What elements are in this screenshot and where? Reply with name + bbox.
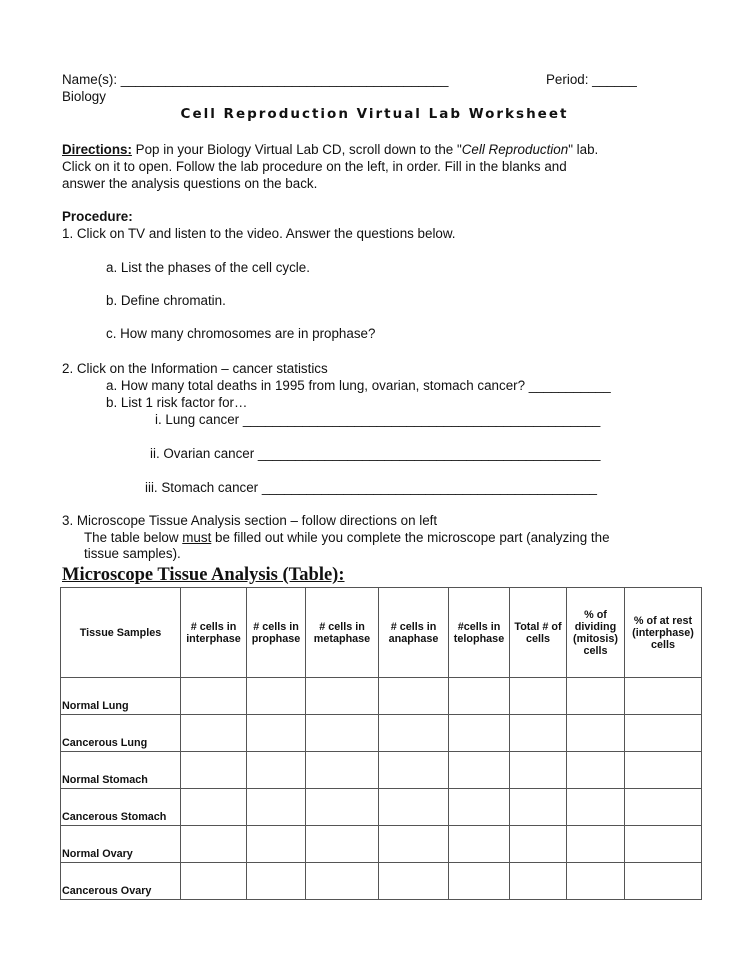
table-cell[interactable] [510,752,567,789]
table-cell[interactable] [379,789,449,826]
table-cell[interactable] [379,863,449,900]
tissue-analysis-table [60,587,702,900]
directions-line-3: answer the analysis questions on the back. [62,176,318,191]
table-heading: Microscope Tissue Analysis (Table): [62,565,345,585]
step-2a: a. How many total deaths in 1995 from lung, ovarian, stomach cancer? ___________ [106,378,611,393]
worksheet-title: Cell Reproduction Virtual Lab Worksheet [180,106,569,122]
table-cell[interactable] [625,752,702,789]
table-cell[interactable] [567,752,625,789]
header-prophase: # cells in prophase [247,588,306,678]
step-1b: b. Define chromatin. [106,293,226,308]
header-metaphase: # cells in metaphase [306,588,379,678]
table-cell[interactable] [247,863,306,900]
row-label-cancerous-stomach: Cancerous Stomach [61,789,181,826]
lab-name: Cell Reproduction [461,142,569,157]
table-cell[interactable] [181,863,247,900]
table-row [61,789,702,826]
directions-text-1-end: " lab. [568,142,599,157]
table-row [61,826,702,863]
row-label-cancerous-ovary: Cancerous Ovary [61,863,181,900]
table-cell[interactable] [306,752,379,789]
directions-label: Directions: [62,142,132,157]
table-cell[interactable] [449,826,510,863]
table-row [61,863,702,900]
step-3-line-3: tissue samples). [84,546,181,561]
table-cell[interactable] [625,715,702,752]
period-field-label: Period: ______ [546,72,637,87]
table-cell[interactable] [625,678,702,715]
table-cell[interactable] [510,789,567,826]
table-cell[interactable] [306,826,379,863]
step-2b: b. List 1 risk factor for… [106,395,248,410]
table-cell[interactable] [247,715,306,752]
procedure-label: Procedure: [62,209,133,224]
table-cell[interactable] [625,863,702,900]
table-cell[interactable] [510,826,567,863]
step-1: 1. Click on TV and listen to the video. Answer the questions below. [62,226,456,241]
table-cell[interactable] [247,678,306,715]
step-3: 3. Microscope Tissue Analysis section – follow directions on left [62,513,438,528]
step-1c: c. How many chromosomes are in prophase? [106,326,376,341]
table-cell[interactable] [247,826,306,863]
table-cell[interactable] [449,715,510,752]
table-cell[interactable] [247,789,306,826]
table-cell[interactable] [449,678,510,715]
table-cell[interactable] [625,826,702,863]
table-cell[interactable] [510,678,567,715]
table-cell[interactable] [247,752,306,789]
table-cell[interactable] [306,863,379,900]
table-cell[interactable] [449,752,510,789]
directions-line-1 [62,142,598,158]
table-cell[interactable] [567,715,625,752]
header-at-rest-percent: % of at rest (interphase) cells [625,588,702,678]
table-cell[interactable] [306,678,379,715]
step-2: 2. Click on the Information – cancer statistics [62,361,328,376]
table-cell[interactable] [567,678,625,715]
table-cell[interactable] [306,789,379,826]
step-3-line-2 [84,530,610,546]
step-3-text: The table below [84,530,183,545]
table-cell[interactable] [379,715,449,752]
header-interphase: # cells in interphase [181,588,247,678]
header-anaphase: # cells in anaphase [379,588,449,678]
step-1a: a. List the phases of the cell cycle. [106,260,310,275]
table-cell[interactable] [379,826,449,863]
table-cell[interactable] [379,678,449,715]
table-row [61,715,702,752]
table-row [61,752,702,789]
table-cell[interactable] [181,789,247,826]
subject-label: Biology [62,89,106,104]
names-field-label: Name(s): ____________________________________________ [62,72,449,87]
table-cell[interactable] [567,863,625,900]
header-tissue-samples: Tissue Samples [61,588,181,678]
table-cell[interactable] [181,752,247,789]
directions-line-2: Click on it to open. Follow the lab procedure on the left, in order. Fill in the blanks and [62,159,567,174]
step-3-must: must [182,530,212,545]
table-cell[interactable] [181,678,247,715]
step-2b-i: i. Lung cancer ________________________________________________ [155,412,601,427]
row-label-normal-ovary: Normal Ovary [61,826,181,863]
table-cell[interactable] [510,863,567,900]
table-cell[interactable] [510,715,567,752]
table-cell[interactable] [449,789,510,826]
row-label-normal-stomach: Normal Stomach [61,752,181,789]
header-dividing-percent: % of dividing (mitosis) cells [567,588,625,678]
table-cell[interactable] [625,789,702,826]
table-cell[interactable] [306,715,379,752]
header-total-cells: Total # of cells [510,588,567,678]
step-3-text-end: be filled out while you complete the microscope part (analyzing the [211,530,610,545]
row-label-cancerous-lung: Cancerous Lung [61,715,181,752]
step-2b-ii: ii. Ovarian cancer ______________________________________________ [150,446,601,461]
table-row [61,678,702,715]
table-cell[interactable] [567,789,625,826]
table-cell[interactable] [181,826,247,863]
header-telophase: #cells in telophase [449,588,510,678]
table-header-row [61,588,702,678]
row-label-normal-lung: Normal Lung [61,678,181,715]
table-cell[interactable] [449,863,510,900]
table-cell[interactable] [379,752,449,789]
directions-text-1: Pop in your Biology Virtual Lab CD, scroll down to the " [131,142,462,157]
table-cell[interactable] [181,715,247,752]
table-cell[interactable] [567,826,625,863]
step-2b-iii: iii. Stomach cancer _____________________________________________ [145,480,597,495]
